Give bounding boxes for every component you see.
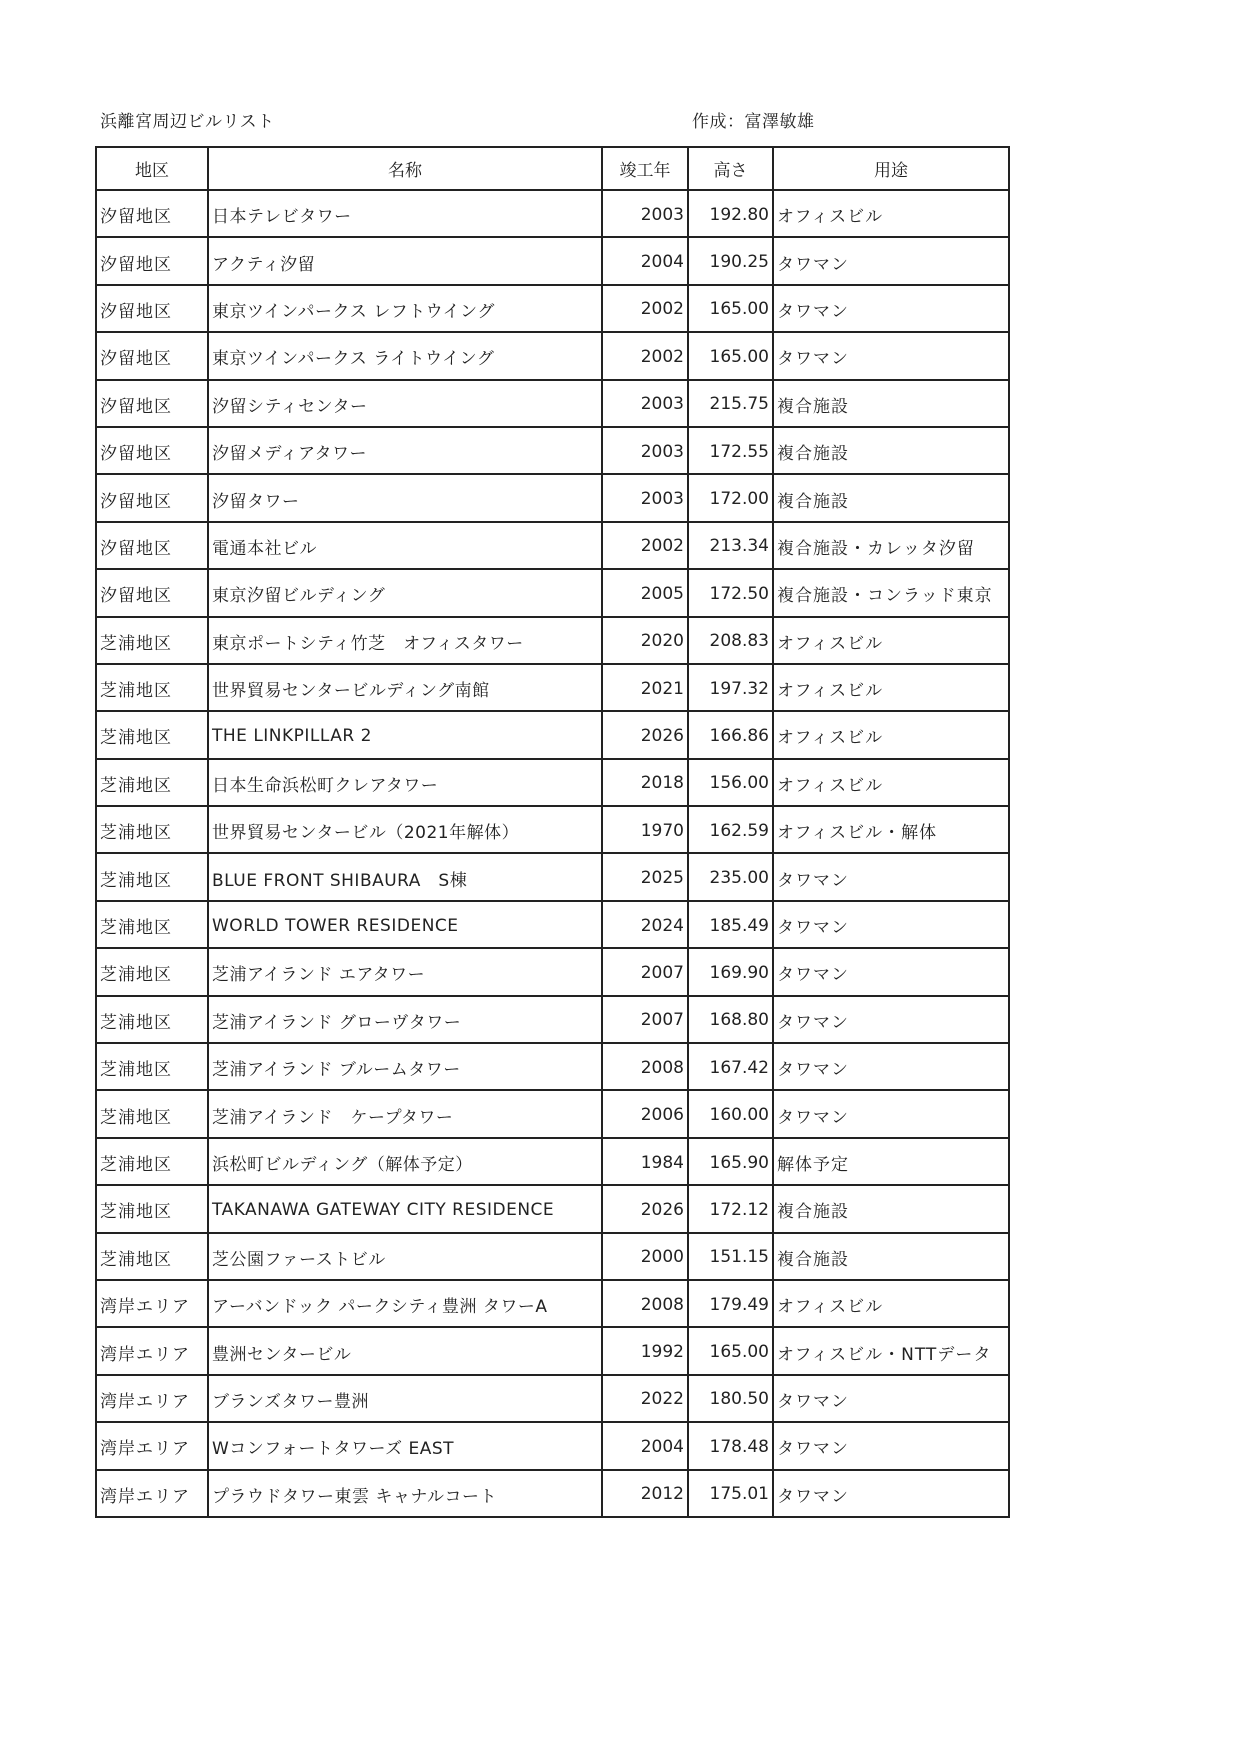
cell-height: 168.80 [688,996,773,1043]
document-author: 作成：富澤敏雄 [692,112,815,132]
cell-name: ブランズタワー豊洲 [208,1375,602,1422]
table-row [96,664,1009,711]
cell-district: 芝浦地区 [96,1043,208,1090]
cell-district: 湾岸エリア [96,1327,208,1374]
header-height: 高さ [688,147,773,190]
cell-name: WORLD TOWER RESIDENCE [208,901,602,948]
table-row [96,1138,1009,1185]
cell-name: 芝浦アイランド ケープタワー [208,1090,602,1137]
cell-district: 芝浦地区 [96,948,208,995]
cell-year: 1970 [602,806,688,853]
cell-year: 2024 [602,901,688,948]
cell-year: 2002 [602,285,688,332]
cell-name: 芝浦アイランド グローヴタワー [208,996,602,1043]
table-row [96,1043,1009,1090]
cell-use: 複合施設 [773,1185,1009,1232]
table-row [96,1233,1009,1280]
cell-district: 湾岸エリア [96,1470,208,1517]
cell-height: 185.49 [688,901,773,948]
cell-district: 汐留地区 [96,522,208,569]
cell-year: 2020 [602,617,688,664]
cell-name: アーバンドック パークシティ豊洲 タワーA [208,1280,602,1327]
cell-district: 汐留地区 [96,332,208,379]
cell-year: 2004 [602,237,688,284]
cell-height: 167.42 [688,1043,773,1090]
cell-name: 東京ツインパークス ライトウイング [208,332,602,379]
cell-height: 162.59 [688,806,773,853]
cell-year: 2002 [602,332,688,379]
cell-use: 解体予定 [773,1138,1009,1185]
cell-height: 190.25 [688,237,773,284]
cell-use: オフィスビル・NTTデータ [773,1327,1009,1374]
cell-name: 汐留シティセンター [208,380,602,427]
cell-name: 東京ツインパークス レフトウイング [208,285,602,332]
table-header-row [96,147,1009,190]
cell-name: TAKANAWA GATEWAY CITY RESIDENCE [208,1185,602,1232]
cell-height: 178.48 [688,1422,773,1469]
table-row [96,1280,1009,1327]
table-row [96,996,1009,1043]
table-row [96,1327,1009,1374]
cell-district: 芝浦地区 [96,1138,208,1185]
cell-name: 日本テレビタワー [208,190,602,237]
table-row [96,1422,1009,1469]
cell-name: Wコンフォートタワーズ EAST [208,1422,602,1469]
cell-district: 芝浦地区 [96,759,208,806]
cell-name: 世界貿易センタービルディング南館 [208,664,602,711]
cell-district: 芝浦地区 [96,664,208,711]
cell-use: タワマン [773,285,1009,332]
cell-district: 芝浦地区 [96,901,208,948]
cell-height: 172.55 [688,427,773,474]
cell-use: オフィスビル・解体 [773,806,1009,853]
cell-height: 160.00 [688,1090,773,1137]
cell-district: 汐留地区 [96,380,208,427]
table-row [96,380,1009,427]
cell-name: 東京ポートシティ竹芝 オフィスタワー [208,617,602,664]
cell-district: 芝浦地区 [96,617,208,664]
cell-year: 2026 [602,1185,688,1232]
cell-use: タワマン [773,901,1009,948]
cell-use: 複合施設 [773,380,1009,427]
cell-height: 192.80 [688,190,773,237]
header-name: 名称 [208,147,602,190]
cell-district: 汐留地区 [96,237,208,284]
table-row [96,617,1009,664]
cell-district: 汐留地区 [96,474,208,521]
cell-use: タワマン [773,1090,1009,1137]
cell-height: 172.00 [688,474,773,521]
cell-year: 2006 [602,1090,688,1137]
cell-use: 複合施設・カレッタ汐留 [773,522,1009,569]
table-row [96,427,1009,474]
cell-use: タワマン [773,1043,1009,1090]
cell-year: 2021 [602,664,688,711]
table-row [96,1185,1009,1232]
building-list-table [95,146,1010,1518]
cell-district: 汐留地区 [96,285,208,332]
table-row [96,901,1009,948]
cell-use: タワマン [773,996,1009,1043]
cell-district: 湾岸エリア [96,1375,208,1422]
cell-height: 165.00 [688,1327,773,1374]
cell-use: 複合施設 [773,474,1009,521]
cell-use: タワマン [773,948,1009,995]
table-row [96,853,1009,900]
cell-district: 芝浦地区 [96,1185,208,1232]
cell-district: 芝浦地区 [96,1090,208,1137]
cell-height: 179.49 [688,1280,773,1327]
cell-name: 東京汐留ビルディング [208,569,602,616]
cell-district: 芝浦地区 [96,996,208,1043]
table-row [96,1090,1009,1137]
table-row [96,522,1009,569]
table-row [96,569,1009,616]
cell-district: 汐留地区 [96,190,208,237]
cell-use: タワマン [773,1470,1009,1517]
cell-use: オフィスビル [773,711,1009,758]
cell-height: 215.75 [688,380,773,427]
cell-name: BLUE FRONT SHIBAURA S棟 [208,853,602,900]
cell-year: 2018 [602,759,688,806]
cell-height: 208.83 [688,617,773,664]
table-row [96,474,1009,521]
cell-year: 2008 [602,1280,688,1327]
cell-height: 156.00 [688,759,773,806]
cell-height: 169.90 [688,948,773,995]
table-row [96,806,1009,853]
cell-height: 165.90 [688,1138,773,1185]
table-row [96,285,1009,332]
cell-district: 湾岸エリア [96,1280,208,1327]
cell-height: 166.86 [688,711,773,758]
cell-name: 芝公園ファーストビル [208,1233,602,1280]
cell-height: 180.50 [688,1375,773,1422]
cell-year: 2026 [602,711,688,758]
cell-name: 日本生命浜松町クレアタワー [208,759,602,806]
cell-district: 芝浦地区 [96,1233,208,1280]
cell-year: 2007 [602,948,688,995]
cell-year: 2008 [602,1043,688,1090]
cell-year: 2025 [602,853,688,900]
cell-year: 1984 [602,1138,688,1185]
cell-height: 235.00 [688,853,773,900]
cell-height: 197.32 [688,664,773,711]
cell-height: 172.50 [688,569,773,616]
cell-name: 芝浦アイランド ブルームタワー [208,1043,602,1090]
cell-name: アクティ汐留 [208,237,602,284]
cell-use: オフィスビル [773,759,1009,806]
cell-height: 175.01 [688,1470,773,1517]
cell-year: 2022 [602,1375,688,1422]
cell-district: 芝浦地区 [96,853,208,900]
cell-use: タワマン [773,237,1009,284]
cell-year: 2003 [602,190,688,237]
table-row [96,237,1009,284]
cell-use: オフィスビル [773,664,1009,711]
header-year: 竣工年 [602,147,688,190]
cell-name: 芝浦アイランド エアタワー [208,948,602,995]
cell-name: THE LINKPILLAR 2 [208,711,602,758]
cell-height: 151.15 [688,1233,773,1280]
cell-year: 2005 [602,569,688,616]
cell-district: 芝浦地区 [96,711,208,758]
cell-year: 2012 [602,1470,688,1517]
cell-year: 1992 [602,1327,688,1374]
document-title: 浜離宮周辺ビルリスト [100,112,275,132]
cell-use: 複合施設 [773,1233,1009,1280]
table-row [96,1375,1009,1422]
header-district: 地区 [96,147,208,190]
cell-name: 電通本社ビル [208,522,602,569]
cell-use: タワマン [773,853,1009,900]
cell-name: プラウドタワー東雲 キャナルコート [208,1470,602,1517]
cell-height: 213.34 [688,522,773,569]
cell-name: 豊洲センタービル [208,1327,602,1374]
cell-use: タワマン [773,1375,1009,1422]
cell-name: 浜松町ビルディング（解体予定） [208,1138,602,1185]
table-row [96,759,1009,806]
cell-height: 165.00 [688,332,773,379]
table-body [96,190,1009,1517]
cell-height: 172.12 [688,1185,773,1232]
cell-year: 2000 [602,1233,688,1280]
table-row [96,190,1009,237]
cell-use: タワマン [773,1422,1009,1469]
cell-district: 芝浦地区 [96,806,208,853]
cell-use: オフィスビル [773,190,1009,237]
cell-year: 2003 [602,380,688,427]
cell-use: オフィスビル [773,617,1009,664]
cell-name: 世界貿易センタービル（2021年解体） [208,806,602,853]
cell-district: 汐留地区 [96,569,208,616]
header-use: 用途 [773,147,1009,190]
cell-name: 汐留タワー [208,474,602,521]
cell-use: タワマン [773,332,1009,379]
cell-district: 汐留地区 [96,427,208,474]
cell-use: 複合施設・コンラッド東京 [773,569,1009,616]
cell-name: 汐留メディアタワー [208,427,602,474]
table-row [96,1470,1009,1517]
cell-use: 複合施設 [773,427,1009,474]
table-row [96,711,1009,758]
table-row [96,332,1009,379]
cell-year: 2003 [602,427,688,474]
cell-year: 2003 [602,474,688,521]
cell-use: オフィスビル [773,1280,1009,1327]
cell-height: 165.00 [688,285,773,332]
cell-year: 2004 [602,1422,688,1469]
table-row [96,948,1009,995]
cell-year: 2002 [602,522,688,569]
cell-year: 2007 [602,996,688,1043]
cell-district: 湾岸エリア [96,1422,208,1469]
